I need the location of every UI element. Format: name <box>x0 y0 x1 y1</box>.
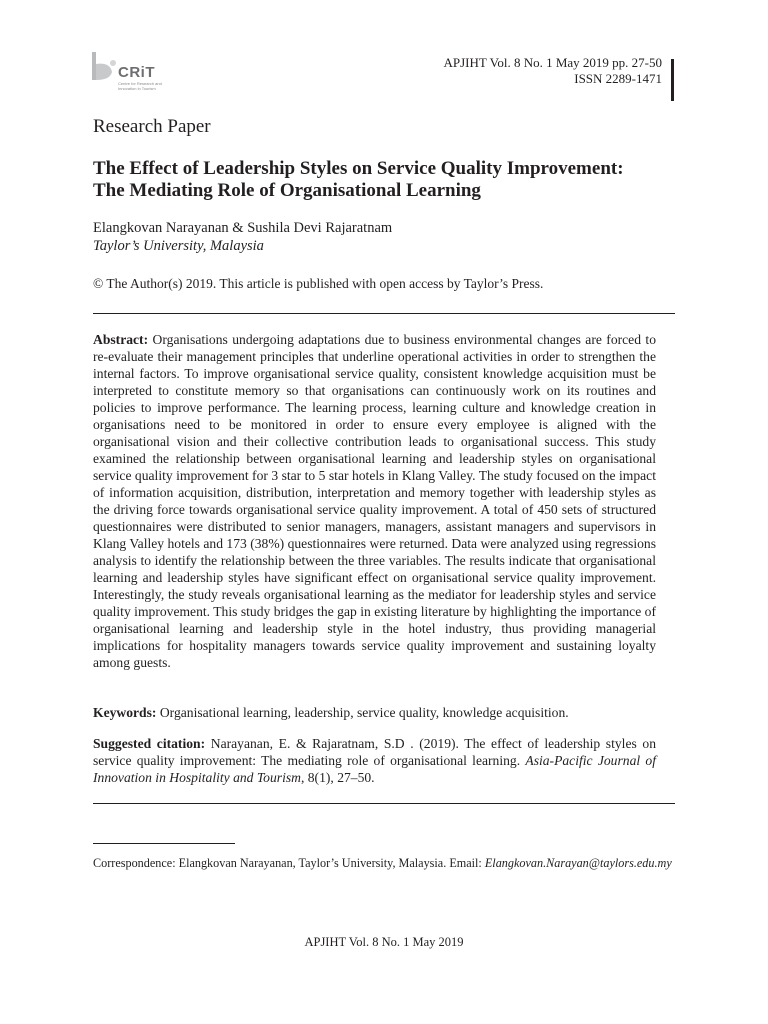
footnote-rule <box>93 843 235 844</box>
article-type: Research Paper <box>93 116 211 137</box>
journal-volume: APJIHT Vol. 8 No. 1 May 2019 pp. 27-50 <box>443 55 662 70</box>
crit-logo-mark-icon <box>92 50 118 84</box>
page-footer: APJIHT Vol. 8 No. 1 May 2019 <box>304 935 464 949</box>
logo-brand: CRiT <box>118 64 155 81</box>
abstract-label: Abstract: <box>93 332 149 347</box>
suggested-citation <box>93 735 656 786</box>
affiliation: Taylor’s University, Malaysia <box>93 238 264 254</box>
citation-journal: Asia-Pacific Journal of Innovation in Hospitality and Tourism <box>93 753 656 785</box>
correspondence-email[interactable]: Elangkovan.Narayan@taylors.edu.my <box>484 856 672 870</box>
keywords-label: Keywords: <box>93 705 157 720</box>
title-line-2: The Mediating Role of Organisational Learning <box>93 180 481 201</box>
copyright-notice: © The Author(s) 2019. This article is published with open access by Taylor’s Press. <box>93 276 544 291</box>
crit-logo <box>92 50 182 96</box>
authors: Elangkovan Narayanan & Sushila Devi Rajaratnam <box>93 220 393 236</box>
bottom-divider <box>93 803 675 804</box>
journal-header <box>444 55 663 87</box>
keywords <box>93 704 656 721</box>
logo-subtitle: Centre for Research and Innovation in Tourism <box>118 81 162 91</box>
citation-text: Narayanan, E. & Rajaratnam, S.D . (2019). The effect of leadership styles on service quality improvement: The mediating role of organisational learning. <box>93 736 656 768</box>
title-line-1: The Effect of Leadership Styles on Service Quality Improvement: <box>93 158 624 179</box>
citation-tail: , 8(1), 27–50. <box>300 770 375 785</box>
paper-title <box>93 158 693 202</box>
correspondence <box>93 855 677 872</box>
top-divider <box>93 313 675 314</box>
author-block <box>93 219 392 255</box>
header-vertical-bar <box>671 59 674 101</box>
journal-issn: ISSN 2289-1471 <box>574 71 662 86</box>
keywords-text: Organisational learning, leadership, service quality, knowledge acquisition. <box>159 705 569 720</box>
citation-label: Suggested citation: <box>93 736 206 751</box>
correspondence-text: Correspondence: Elangkovan Narayanan, Taylor’s University, Malaysia. Email: <box>93 856 482 870</box>
abstract <box>93 331 656 671</box>
abstract-text: Organisations undergoing adaptations due to business environmental changes are forced to re-evaluate their management principles that underline operational activities in order to strengthen the internal factors. To improve organisational service quality, consistent knowledge acquisition must be interpreted to constitute memory so that organisations can continuously work on its routines and policies to improve performance. The learning process, learning culture and knowledge creation in organisations need to be monitored in order to ensure every employee is aligned with the organisational vision and their collective contribution leads to organisational success. This study examined the relationship between organisational learning and leadership styles on organisational service quality improvement for 3 star to 5 star hotels in Klang Valley. The study focused on the impact of information acquisition, distribution, interpretation and memory together with leadership styles as the driving force towards organisational service quality improvement. A total of 450 sets of structured questionnaires were distributed to senior managers, managers, assistant managers and supervisors in Klang Valley hotels and 173 (38%) questionnaires were returned. Data were analyzed using regressions analysis to identify the relationship between the three variables. The results indicate that organisational learning and leadership styles have significant effect on organisational service quality improvement. Interestingly, the study reveals organisational learning as the mediator for leadership styles and service quality improvement. This study bridges the gap in existing literature by highlighting the importance of organisational learning and leadership style in the hotel industry, thus providing managerial implications for hospitality managers towards service quality improvement and sustaining loyalty among guests. <box>93 332 656 670</box>
